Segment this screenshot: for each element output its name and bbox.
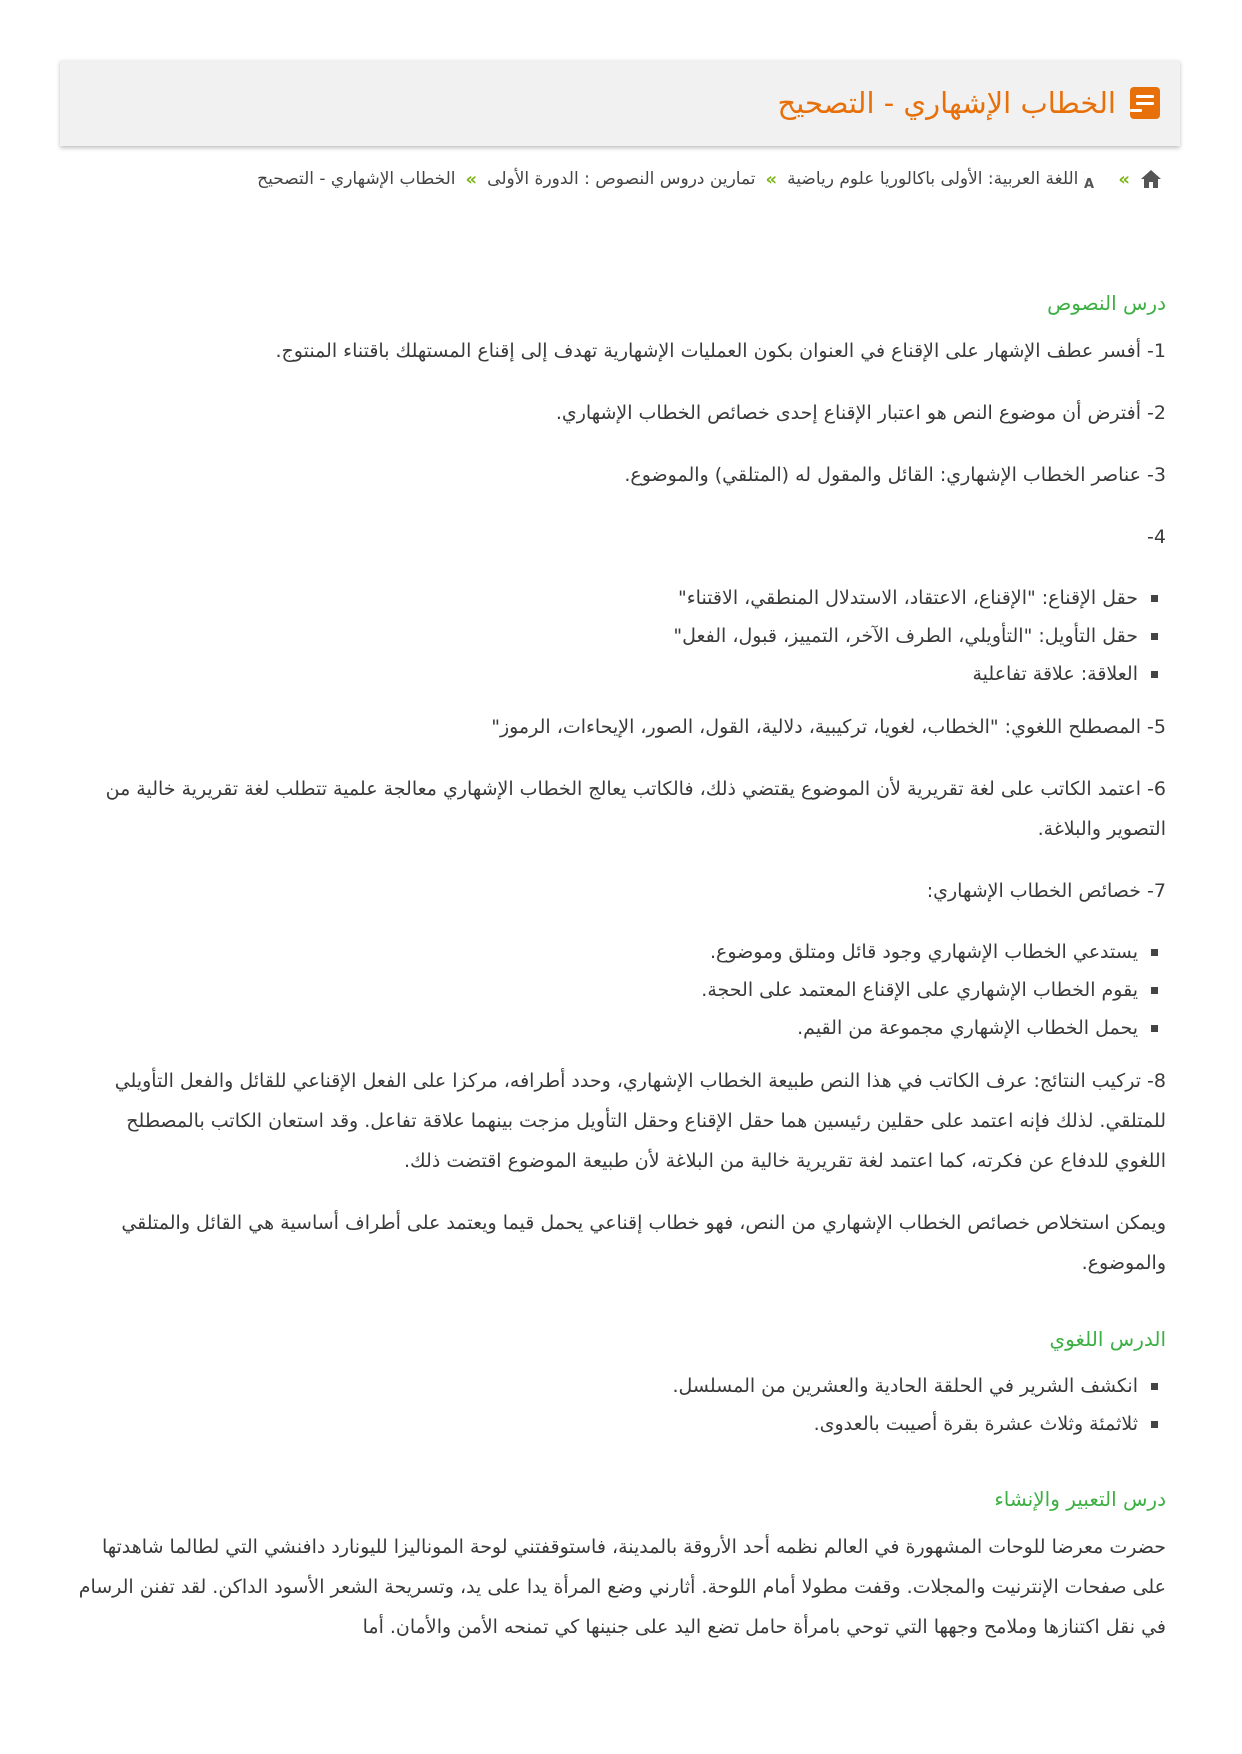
answer-7: 7- خصائص الخطاب الإشهاري: (926, 880, 1166, 902)
language-list (76, 1367, 1166, 1443)
breadcrumb-item-subject[interactable] (787, 168, 1108, 190)
list-item: ثلاثمئة وثلاث عشرة بقرة أصيبت بالعدوى. (76, 1405, 1138, 1443)
translate-icon (1084, 168, 1108, 190)
answer-6: 6- اعتمد الكاتب على لغة تقريرية لأن الموضوع يقتضي ذلك، فالكاتب يعالج الخطاب الإشهاري معالجة علمية تتطلب لغة تقريرية خالية من التصوير والبلاغة. (105, 778, 1166, 840)
article-content (76, 283, 1166, 1669)
home-icon[interactable] (1140, 169, 1162, 189)
page-title: الخطاب الإشهاري - التصحيح (777, 86, 1116, 120)
svg-text:A: A (1084, 177, 1095, 190)
answer-1: 1- أفسر عطف الإشهار على الإقناع في العنوان بكون العمليات الإشهارية تهدف إلى إقناع المستهلك باقتناء المنتوج. (275, 340, 1166, 362)
list-item: حقل الإقناع: "الإقناع، الاعتقاد، الاستدلال المنطقي، الاقتناء" (76, 579, 1138, 617)
breadcrumb-separator: » (465, 168, 478, 190)
breadcrumb (62, 168, 1162, 190)
breadcrumb-separator: » (765, 168, 778, 190)
expression-paragraph: حضرت معرضا للوحات المشهورة في العالم نظمه أحد الأروقة بالمدينة، فاستوقفتني لوحة الموناليزا لليونارد دافنشي التي لطالما شاهدتها على صفحات الإنترنيت والمجلات. وقفت مطولا أمام اللوحة. أثارني وضع المرأة يدا على يد، وتسريحة الشعر الأسود الداكن. لقد تفنن الرسام في نقل اكتنازها وملامح وجهها التي توحي بامرأة حامل تضع اليد على جنينها كي تمنحه الأمن والأمان. أما (78, 1536, 1166, 1638)
list-item: حقل التأويل: "التأويلي، الطرف الآخر، التمييز، قبول، الفعل" (76, 617, 1138, 655)
list-item: يستدعي الخطاب الإشهاري وجود قائل ومتلق وموضوع. (76, 933, 1138, 971)
section-title-texts: درس النصوص (1047, 291, 1166, 315)
breadcrumb-item-exercises[interactable]: تمارين دروس النصوص : الدورة الأولى (487, 169, 756, 189)
page-header (60, 60, 1180, 146)
list-item: انكشف الشرير في الحلقة الحادية والعشرين من المسلسل. (76, 1367, 1138, 1405)
answer-3: 3- عناصر الخطاب الإشهاري: القائل والمقول له (المتلقي) والموضوع. (624, 464, 1166, 486)
section-title-language: الدرس اللغوي (1049, 1327, 1166, 1351)
answer-4: 4- (1147, 526, 1166, 548)
answer-8: 8- تركيب النتائج: عرف الكاتب في هذا النص طبيعة الخطاب الإشهاري، وحدد أطرافه، مركزا على الفعل الإقناعي للقائل والفعل التأويلي للمتلقي. لذلك فإنه اعتمد على حقلين رئيسين هما حقل الإقناع وحقل التأويل مزجت بينهما علاقة تفاعل. وقد استعان الكاتب بالمصطلح اللغوي للدفاع عن فكرته، كما اعتمد لغة تقريرية خالية من البلاغة لأن طبيعة الموضوع اقتضت ذلك. (114, 1070, 1166, 1172)
answer-7-list (76, 933, 1166, 1047)
list-item: يحمل الخطاب الإشهاري مجموعة من القيم. (76, 1009, 1138, 1047)
breadcrumb-item-label[interactable]: اللغة العربية: الأولى باكالوريا علوم رياضية (787, 169, 1079, 189)
list-item: يقوم الخطاب الإشهاري على الإقناع المعتمد على الحجة. (76, 971, 1138, 1009)
answer-5: 5- المصطلح اللغوي: "الخطاب، لغويا، تركيبية، دلالية، القول، الصور، الإيحاءات، الرموز" (491, 716, 1166, 738)
document-icon (1130, 87, 1160, 119)
list-item: العلاقة: علاقة تفاعلية (76, 655, 1138, 693)
breadcrumb-item-current: الخطاب الإشهاري - التصحيح (257, 169, 456, 189)
breadcrumb-separator: » (1118, 168, 1130, 190)
section-title-expression: درس التعبير والإنشاء (994, 1487, 1166, 1511)
answer-2: 2- أفترض أن موضوع النص هو اعتبار الإقناع إحدى خصائص الخطاب الإشهاري. (555, 402, 1166, 424)
answer-4-list (76, 579, 1166, 693)
conclusion-paragraph: ويمكن استخلاص خصائص الخطاب الإشهاري من النص، فهو خطاب إقناعي يحمل قيما ويعتمد على أطراف أساسية هي القائل والمتلقي والموضوع. (121, 1212, 1166, 1274)
